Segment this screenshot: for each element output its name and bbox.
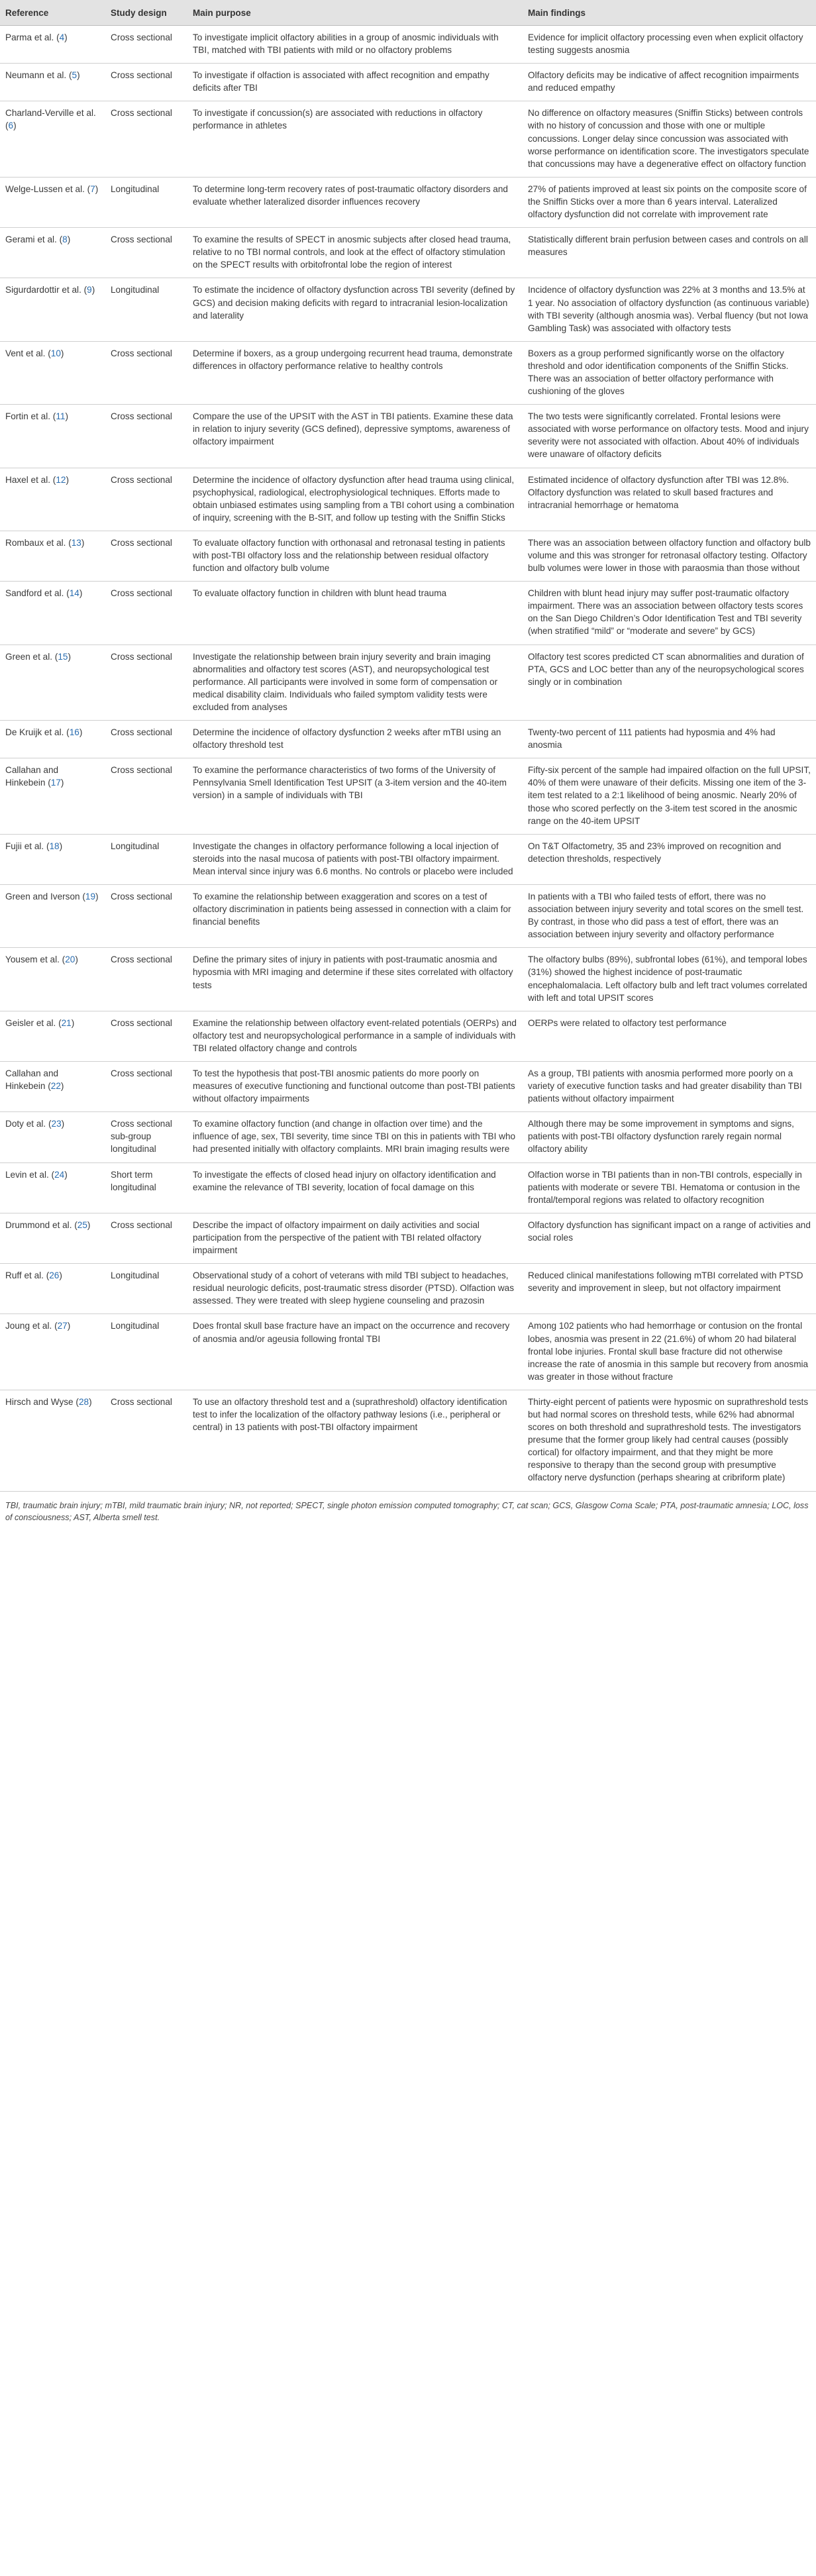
table-row — [0, 1213, 816, 1263]
citation-link[interactable]: 15 — [58, 651, 68, 662]
cell-main-purpose: Determine the incidence of olfactory dysfunction 2 weeks after mTBI using an olfactory threshold test — [187, 721, 523, 758]
citation-link[interactable]: 18 — [49, 841, 60, 851]
cell-main-findings: 27% of patients improved at least six points on the composite score of the Sniffin Sticks over a more than 6 years interval. Lateralized olfactory dysfunction did not correlate with improvement rate — [523, 177, 816, 227]
reference-authors: De Kruijk et al. — [5, 727, 64, 738]
cell-study-design: Cross sectional — [105, 405, 187, 468]
reference-authors: Geisler et al. — [5, 1017, 56, 1028]
table-row — [0, 582, 816, 644]
table-row — [0, 64, 816, 101]
cell-main-purpose: To examine olfactory function (and change in olfaction over time) and the influence of age, sex, TBI severity, time since TBI on this in patients with TBI who had presented initially with olfactory complaints. MRI brain imaging results were — [187, 1112, 523, 1162]
cell-reference: Ruff et al. (26) — [0, 1264, 105, 1314]
cell-main-purpose: To use an olfactory threshold test and a (suprathreshold) olfactory identification test to infer the localization of the olfactory pathway lesions (i.e., peripheral or central) in 13 patients with post-TBI olfactory impairment — [187, 1390, 523, 1491]
reference-authors: Yousem et al. — [5, 954, 60, 965]
reference-authors: Neumann et al. — [5, 70, 67, 81]
reference-authors: Callahan and Hinkebein — [5, 765, 59, 788]
table-row — [0, 1314, 816, 1390]
cell-main-findings: Among 102 patients who had hemorrhage or contusion on the frontal lobes, anosmia was present in 22 (21.6%) of whom 20 had bilateral frontal lobe injuries. Frontal skull base fracture did not otherwise increase the rate of anosmia in this sample but recovery from anosmia was greater in those without fracture — [523, 1314, 816, 1390]
citation-link[interactable]: 12 — [56, 474, 66, 485]
cell-reference: Parma et al. (4) — [0, 26, 105, 64]
cell-study-design: Cross sectional — [105, 721, 187, 758]
cell-main-purpose: To investigate implicit olfactory abilities in a group of anosmic individuals with TBI, matched with TBI patients with mild or no olfactory problems — [187, 26, 523, 64]
citation-link[interactable]: 26 — [49, 1270, 60, 1281]
cell-reference: Sandford et al. (14) — [0, 582, 105, 644]
reference-authors: Callahan and Hinkebein — [5, 1068, 59, 1092]
citation-link[interactable]: 28 — [78, 1396, 89, 1407]
cell-main-purpose: To examine the results of SPECT in anosmic subjects after closed head trauma, relative to no TBI normal controls, and look at the effect of olfactory stimulation on the SPECT results with orbitofrontal lobe the region of interest — [187, 228, 523, 278]
cell-main-findings: As a group, TBI patients with anosmia performed more poorly on a variety of executive function tasks and had greater disability than TBI patients without olfactory impairment — [523, 1062, 816, 1112]
cell-reference: De Kruijk et al. (16) — [0, 721, 105, 758]
cell-reference: Levin et al. (24) — [0, 1162, 105, 1213]
cell-reference: Drummond et al. (25) — [0, 1213, 105, 1263]
cell-reference: Haxel et al. (12) — [0, 468, 105, 531]
table-row — [0, 278, 816, 341]
reference-authors: Ruff et al. — [5, 1270, 44, 1281]
table-row — [0, 405, 816, 468]
cell-study-design: Cross sectional — [105, 101, 187, 177]
cell-main-findings: Although there may be some improvement in symptoms and signs, patients with post-TBI olfactory dysfunction rarely regain normal olfactory ability — [523, 1112, 816, 1162]
cell-reference: Callahan and Hinkebein (22) — [0, 1062, 105, 1112]
cell-main-purpose: Compare the use of the UPSIT with the AST in TBI patients. Examine these data in relation to injury severity (GCS defined), depressive symptoms, awareness of olfactory impairment — [187, 405, 523, 468]
citation-link[interactable]: 7 — [90, 183, 95, 194]
cell-main-purpose: Examine the relationship between olfactory event-related potentials (OERPs) and olfactory test and neuropsychological performance in a sample of individuals with TBI related olfactory change and controls — [187, 1011, 523, 1061]
cell-main-purpose: Describe the impact of olfactory impairment on daily activities and social participation from the perspective of the patient with TBI related olfactory impairment — [187, 1213, 523, 1263]
cell-main-findings: In patients with a TBI who failed tests of effort, there was no association between injury severity and total scores on the smell test. By contrast, in those who did pass a test of effort, there was an association between injury severity and olfactory performance — [523, 884, 816, 947]
citation-link[interactable]: 13 — [71, 537, 81, 548]
table-footnote: TBI, traumatic brain injury; mTBI, mild traumatic brain injury; NR, not reported; SPECT, single photon emission computed tomography; CT, cat scan; GCS, Glasgow Coma Scale; PTA, post-traumatic amnesia; LOC, loss of consciousness; AST, Alberta smell test. — [5, 1500, 809, 1522]
cell-main-purpose: To investigate the effects of closed head injury on olfactory identification and examine the relevance of TBI severity, location of focal damage on this — [187, 1162, 523, 1213]
reference-authors: Levin et al. — [5, 1169, 49, 1180]
cell-reference: Hirsch and Wyse (28) — [0, 1390, 105, 1491]
reference-authors: Joung et al. — [5, 1321, 52, 1331]
cell-study-design: Cross sectional — [105, 1213, 187, 1263]
cell-study-design: Cross sectional — [105, 1062, 187, 1112]
citation-link[interactable]: 5 — [72, 70, 77, 81]
header-row — [0, 0, 816, 26]
cell-reference: Green et al. (15) — [0, 644, 105, 720]
reference-authors: Vent et al. — [5, 348, 46, 358]
citation-link[interactable]: 6 — [8, 121, 14, 131]
cell-reference: Fortin et al. (11) — [0, 405, 105, 468]
header-reference: Reference — [0, 0, 105, 26]
table-row — [0, 177, 816, 227]
citation-link[interactable]: 9 — [87, 285, 92, 295]
cell-study-design: Cross sectional — [105, 758, 187, 834]
cell-reference: Sigurdardottir et al. (9) — [0, 278, 105, 341]
citation-link[interactable]: 11 — [56, 411, 66, 422]
cell-study-design: Cross sectional — [105, 26, 187, 64]
citation-link[interactable]: 19 — [85, 891, 96, 902]
cell-study-design: Cross sectional — [105, 531, 187, 581]
cell-study-design: Cross sectional — [105, 1390, 187, 1491]
cell-study-design: Longitudinal — [105, 278, 187, 341]
cell-study-design: Longitudinal — [105, 177, 187, 227]
cell-main-findings: Olfactory test scores predicted CT scan abnormalities and duration of PTA, GCS and LOC better than any of the neuropsychological scores singly or in combination — [523, 644, 816, 720]
cell-main-findings: Statistically different brain perfusion between cases and controls on all measures — [523, 228, 816, 278]
table-body — [0, 26, 816, 1492]
cell-main-purpose: To determine long-term recovery rates of post-traumatic olfactory disorders and evaluate whether lateralized disorder influences recovery — [187, 177, 523, 227]
reference-authors: Doty et al. — [5, 1119, 46, 1129]
cell-reference: Callahan and Hinkebein (17) — [0, 758, 105, 834]
table-row — [0, 1011, 816, 1061]
cell-reference: Joung et al. (27) — [0, 1314, 105, 1390]
cell-main-findings: Thirty-eight percent of patients were hyposmic on suprathreshold tests but had normal scores on threshold tests, while 62% had abnormal scores on both threshold and suprathreshold tests. The investigators presume that the former group likely had central causes (possibly cortical) for olfactory impairment, and that they might be more responsive to therapy than the second group with presumptive olfactory nerve dysfunction (perhaps shearing at cribriform plate) — [523, 1390, 816, 1491]
reference-authors: Parma et al. — [5, 32, 54, 42]
table-row — [0, 948, 816, 1011]
cell-reference: Vent et al. (10) — [0, 341, 105, 404]
cell-reference: Rombaux et al. (13) — [0, 531, 105, 581]
cell-main-purpose: To examine the performance characteristics of two forms of the University of Pennsylvania Smell Identification Test UPSIT (a 3-item version and the 40-item version) in a sample of individuals with TBI — [187, 758, 523, 834]
table-row — [0, 721, 816, 758]
table-row — [0, 884, 816, 947]
cell-main-purpose: To examine the relationship between exaggeration and scores on a test of olfactory discrimination in patients being assessed in connection with a claim for financial benefits — [187, 884, 523, 947]
cell-study-design: Cross sectional — [105, 341, 187, 404]
reference-authors: Green and Iverson — [5, 891, 80, 902]
citation-link[interactable]: 24 — [54, 1169, 65, 1180]
cell-main-purpose: Does frontal skull base fracture have an impact on the occurrence and recovery of anosmia and/or ageusia following frontal TBI — [187, 1314, 523, 1390]
cell-main-purpose: Investigate the changes in olfactory performance following a local injection of steroids into the nasal mucosa of patients with post-TBI olfactory impairment. Mean interval since injury was 6.6 months. No controls or placebo were included — [187, 834, 523, 884]
table-row — [0, 644, 816, 720]
cell-study-design: Cross sectional — [105, 948, 187, 1011]
cell-main-findings: Estimated incidence of olfactory dysfunction after TBI was 12.8%. Olfactory dysfunction was related to skull based fractures and intracranial hemorrhage or hematoma — [523, 468, 816, 531]
table-row — [0, 758, 816, 834]
cell-main-purpose: Investigate the relationship between brain injury severity and brain imaging abnormalities and olfactory test scores (AST), and neuropsychological test performance. All participants were involved in some form of compensation or medical disability claim. Individuals who failed symptom validity tests were excluded from analyses — [187, 644, 523, 720]
citation-link[interactable]: 22 — [50, 1081, 61, 1092]
cell-reference: Fujii et al. (18) — [0, 834, 105, 884]
reference-authors: Gerami et al. — [5, 234, 57, 245]
reference-authors: Green et al. — [5, 651, 53, 662]
cell-main-purpose: Determine the incidence of olfactory dysfunction after head trauma using clinical, psychophysical, radiological, electrophysiological techniques. Efforts made to obtain unbiased estimates using sampling from a TBI cohort using a combination of inquiry, screening with the B-SIT, and follow up testing with the Sniffin Sticks — [187, 468, 523, 531]
cell-study-design: Cross sectional — [105, 228, 187, 278]
reference-authors: Rombaux et al. — [5, 537, 66, 548]
cell-reference: Green and Iverson (19) — [0, 884, 105, 947]
reference-authors: Haxel et al. — [5, 474, 51, 485]
table-header — [0, 0, 816, 26]
cell-study-design: Cross sectional — [105, 1011, 187, 1061]
cell-main-purpose: To investigate if concussion(s) are associated with reductions in olfactory performance in athletes — [187, 101, 523, 177]
cell-main-findings: Olfaction worse in TBI patients than in non-TBI controls, especially in patients with moderate or severe TBI. Hematoma or contusion in the frontal/temporal regions was related to olfactory recognition — [523, 1162, 816, 1213]
cell-study-design: Longitudinal — [105, 834, 187, 884]
table-row — [0, 101, 816, 177]
cell-main-findings: OERPs were related to olfactory test performance — [523, 1011, 816, 1061]
header-study-design: Study design — [105, 0, 187, 26]
cell-main-purpose: To test the hypothesis that post-TBI anosmic patients do more poorly on measures of executive functioning and functional outcome than post-TBI patients without olfactory impairments — [187, 1062, 523, 1112]
cell-main-findings: Incidence of olfactory dysfunction was 22% at 3 months and 13.5% at 1 year. No association of olfactory dysfunction (as continuous variable) with TBI severity (although anosmia was). Verbal fluency (but not Iowa Gambling Task) was associated with olfactory tests — [523, 278, 816, 341]
table-row — [0, 834, 816, 884]
cell-main-findings: The two tests were significantly correlated. Frontal lesions were associated with worse performance on olfactory tests. Mood and injury severity were not associated with olfaction. About 40% of individuals were unaware of olfactory deficits — [523, 405, 816, 468]
cell-study-design: Longitudinal — [105, 1314, 187, 1390]
cell-reference: Welge-Lussen et al. (7) — [0, 177, 105, 227]
table-row — [0, 1390, 816, 1491]
citation-link[interactable]: 10 — [50, 348, 61, 358]
cell-main-purpose: To evaluate olfactory function with orthonasal and retronasal testing in patients with post-TBI olfactory loss and the relationship between residual olfactory function and olfactory bulb volume — [187, 531, 523, 581]
cell-reference: Charland-Verville et al. (6) — [0, 101, 105, 177]
table-row — [0, 228, 816, 278]
header-main-purpose: Main purpose — [187, 0, 523, 26]
cell-main-findings: Reduced clinical manifestations following mTBI correlated with PTSD severity and improvement in sleep, but not olfactory impairment — [523, 1264, 816, 1314]
reference-authors: Fortin et al. — [5, 411, 50, 422]
table-row — [0, 468, 816, 531]
cell-main-purpose: To investigate if olfaction is associated with affect recognition and empathy deficits after TBI — [187, 64, 523, 101]
table-row — [0, 531, 816, 581]
cell-reference: Gerami et al. (8) — [0, 228, 105, 278]
cell-main-findings: Fifty-six percent of the sample had impaired olfaction on the full UPSIT, 40% of them were unaware of their deficits. Missing one item of the 3-item test related to a 2:1 likelihood of being anosmic. Nearly 20% of those who scored perfectly on the 3-item test scored in the anosmic range on the 40-item UPSIT — [523, 758, 816, 834]
cell-main-findings: The olfactory bulbs (89%), subfrontal lobes (61%), and temporal lobes (31%) showed the highest incidence of post-traumatic encephalomalacia. Left olfactory bulb and left tract volumes correlated with left and total UPSIT scores — [523, 948, 816, 1011]
cell-main-findings: Olfactory dysfunction has significant impact on a range of activities and social roles — [523, 1213, 816, 1263]
header-main-findings: Main findings — [523, 0, 816, 26]
cell-main-purpose: To estimate the incidence of olfactory dysfunction across TBI severity (defined by GCS) and decision making deficits with regard to intracranial lesion-localization and laterality — [187, 278, 523, 341]
cell-main-findings: Olfactory deficits may be indicative of affect recognition impairments and reduced empathy — [523, 64, 816, 101]
citation-link[interactable]: 14 — [69, 588, 79, 599]
table-row — [0, 1264, 816, 1314]
reference-authors: Sigurdardottir et al. — [5, 285, 81, 295]
citation-link[interactable]: 27 — [57, 1321, 68, 1331]
citation-link[interactable]: 21 — [61, 1017, 72, 1028]
cell-reference: Yousem et al. (20) — [0, 948, 105, 1011]
cell-study-design: Cross sectional — [105, 582, 187, 644]
cell-reference: Geisler et al. (21) — [0, 1011, 105, 1061]
cell-study-design: Cross sectional — [105, 64, 187, 101]
reference-authors: Welge-Lussen et al. — [5, 183, 85, 194]
cell-reference: Neumann et al. (5) — [0, 64, 105, 101]
reference-authors: Drummond et al. — [5, 1219, 72, 1230]
cell-main-findings: Evidence for implicit olfactory processing even when explicit olfactory testing suggests anosmia — [523, 26, 816, 64]
reference-authors: Fujii et al. — [5, 841, 44, 851]
cell-study-design: Cross sectional — [105, 644, 187, 720]
cell-main-findings: No difference on olfactory measures (Sniffin Sticks) between controls with no history of concussion and those with one or multiple concussions. Longer delay since concussion was associated with worse performance on identification score. The investigators speculate that concussions may have a degenerative effect on olfactory function — [523, 101, 816, 177]
cell-main-purpose: To evaluate olfactory function in children with blunt head trauma — [187, 582, 523, 644]
cell-study-design: Cross sectional sub-group longitudinal — [105, 1112, 187, 1162]
table-row — [0, 1112, 816, 1162]
cell-main-findings: Twenty-two percent of 111 patients had hyposmia and 4% had anosmia — [523, 721, 816, 758]
reference-authors: Sandford et al. — [5, 588, 64, 599]
reference-authors: Charland-Verville et al. — [5, 108, 96, 119]
table-row — [0, 341, 816, 404]
table-row — [0, 1062, 816, 1112]
citation-link[interactable]: 20 — [65, 954, 76, 965]
cell-study-design: Cross sectional — [105, 884, 187, 947]
citation-link[interactable]: 25 — [77, 1219, 87, 1230]
reference-authors: Hirsch and Wyse — [5, 1396, 74, 1407]
cell-reference: Doty et al. (23) — [0, 1112, 105, 1162]
citation-link[interactable]: 17 — [50, 778, 61, 788]
cell-main-purpose: Determine if boxers, as a group undergoing recurrent head trauma, demonstrate differences in olfactory performance relative to healthy controls — [187, 341, 523, 404]
cell-study-design: Cross sectional — [105, 468, 187, 531]
cell-main-findings: Boxers as a group performed significantly worse on the olfactory threshold and odor identification components of the Sniffin Sticks. There was an association of better olfactory performance with cushioning of the gloves — [523, 341, 816, 404]
cell-study-design: Short term longitudinal — [105, 1162, 187, 1213]
cell-main-findings: Children with blunt head injury may suffer post-traumatic olfactory impairment. There was an association between olfactory tests scores on the San Diego Children’s Odor Identification Test and TBI severity (when stratified “mild” or “moderate and severe” by GCS) — [523, 582, 816, 644]
cell-main-findings: There was an association between olfactory function and olfactory bulb volume and this was stronger for retronasal olfactory testing. Olfactory bulb volumes were lower in those with paraosmia than those without — [523, 531, 816, 581]
cell-study-design: Longitudinal — [105, 1264, 187, 1314]
citation-link[interactable]: 23 — [51, 1119, 62, 1129]
cell-main-findings: On T&T Olfactometry, 35 and 23% improved on recognition and detection thresholds, respectively — [523, 834, 816, 884]
table-row — [0, 1162, 816, 1213]
citation-link[interactable]: 4 — [59, 32, 65, 42]
cell-main-purpose: Observational study of a cohort of veterans with mild TBI subject to headaches, residual neurologic deficits, post-traumatic stress disorder (PTSD). Olfaction was assessed. They were treated with sleep hygiene counseling and prazosin — [187, 1264, 523, 1314]
cell-main-purpose: Define the primary sites of injury in patients with post-traumatic anosmia and hyposmia with MRI imaging and determine if these sites correlated with olfactory tests — [187, 948, 523, 1011]
citation-link[interactable]: 16 — [69, 727, 79, 738]
table-row — [0, 26, 816, 64]
citation-link[interactable]: 8 — [62, 234, 68, 245]
